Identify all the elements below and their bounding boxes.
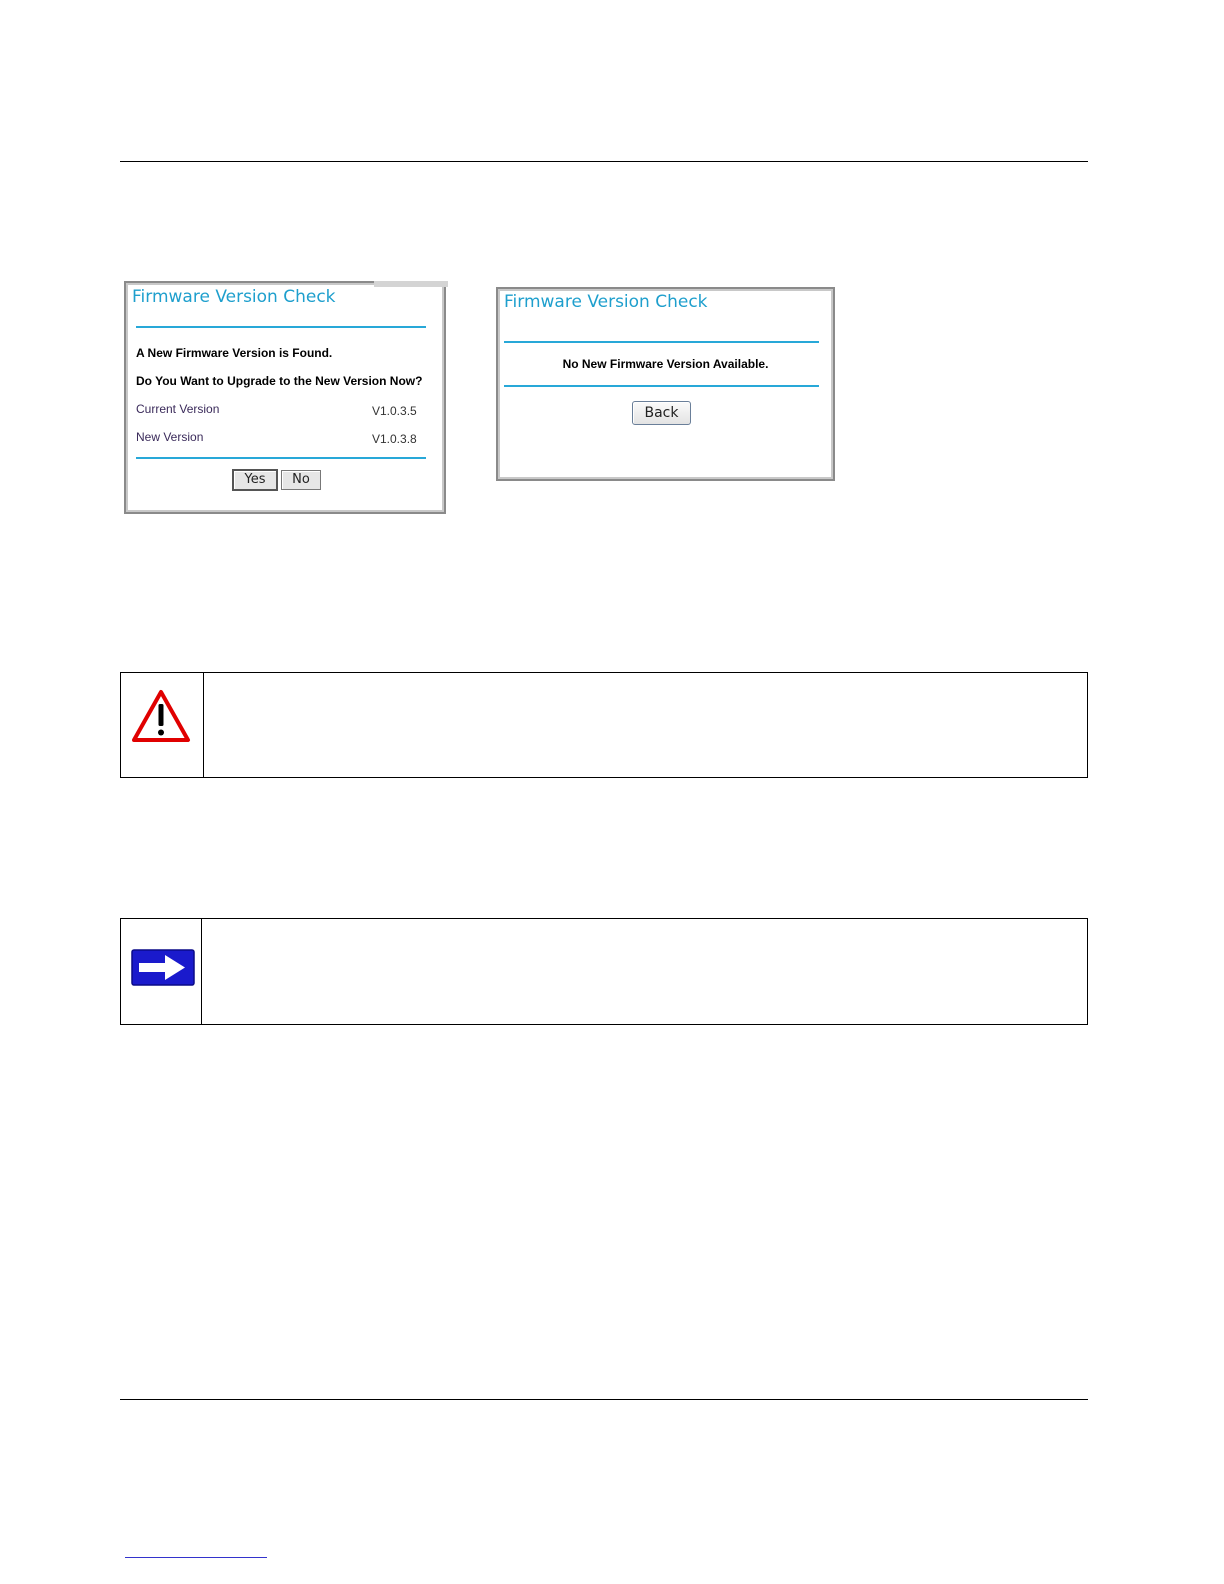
warning-triangle-icon	[131, 689, 191, 743]
dialog-title: Firmware Version Check	[504, 292, 708, 312]
note-box	[120, 918, 1088, 1025]
upgrade-question: Do You Want to Upgrade to the New Version Now?	[136, 374, 423, 388]
current-version-value: V1.0.3.5	[372, 404, 417, 418]
arrow-right-icon	[131, 949, 195, 986]
warning-box-divider	[203, 673, 204, 777]
footer-link-underline	[125, 1557, 267, 1558]
found-message: A New Firmware Version is Found.	[136, 346, 333, 360]
firmware-found-dialog	[124, 281, 446, 514]
new-version-value: V1.0.3.8	[372, 432, 417, 446]
current-version-label: Current Version	[136, 402, 220, 416]
new-version-label: New Version	[136, 430, 204, 444]
title-divider	[504, 341, 819, 343]
title-divider	[136, 326, 426, 328]
no-update-message: No New Firmware Version Available.	[562, 357, 769, 371]
no-firmware-dialog	[496, 287, 835, 481]
bottom-divider	[136, 457, 426, 459]
message-divider	[504, 385, 819, 387]
header-rule	[120, 161, 1088, 162]
note-box-divider	[201, 919, 202, 1024]
warning-box	[120, 672, 1088, 778]
dialog-tab-shade	[374, 281, 448, 287]
footer-rule	[120, 1399, 1088, 1400]
yes-button[interactable]: Yes	[232, 469, 278, 491]
dialog-title: Firmware Version Check	[132, 287, 336, 307]
back-button[interactable]: Back	[632, 401, 691, 425]
no-button[interactable]: No	[281, 470, 321, 490]
